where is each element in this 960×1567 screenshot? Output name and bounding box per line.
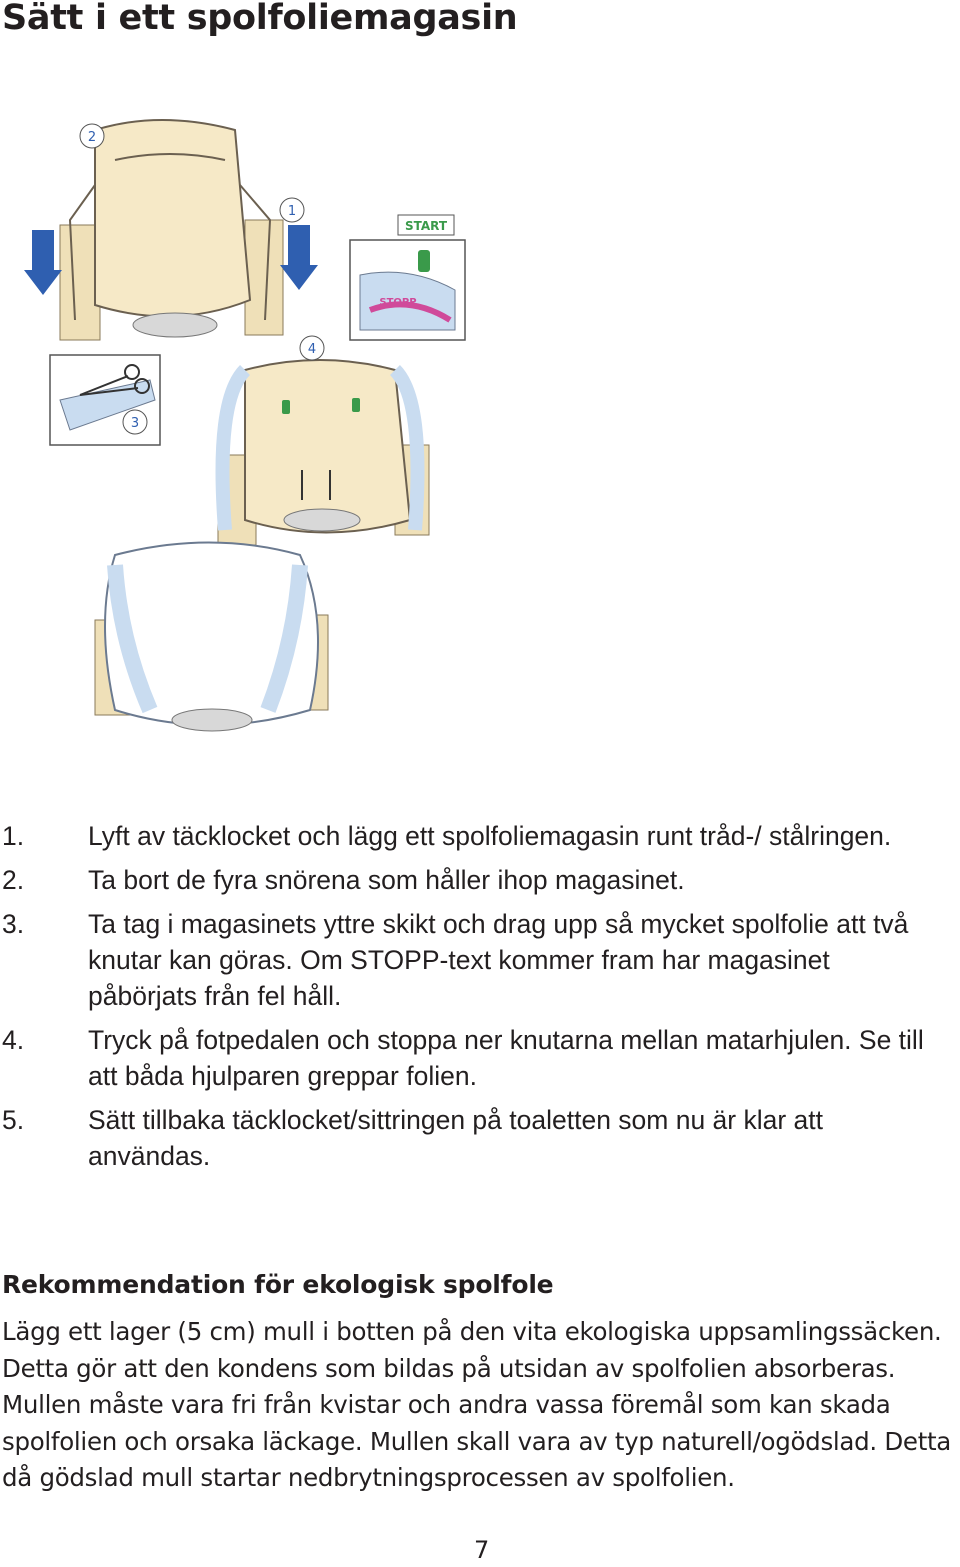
callout-2: 2 xyxy=(87,130,97,145)
callout-3: 3 xyxy=(130,416,140,431)
step-text: Lyft av täcklocket och lägg ett spolfoliemagasin runt tråd-/ stålringen. xyxy=(88,821,892,851)
step-number: 4. xyxy=(2,1025,25,1055)
recommendation-body: Lägg ett lager (5 cm) mull i botten på den vita ekologiska uppsamlingssäcken. Detta gör att den kondens som bildas på utsidan av spolfolien absorberas. Mullen måste vara fri från kvistar och andra vassa föremål som kan skada spolfolien och orsaka läckage. Mullen skall vara av typ naturell/ogödslad. Detta då gödslad mull startar nedbrytningsprocessen av spolfolien. xyxy=(2,1317,952,1492)
step-number: 3. xyxy=(2,909,25,939)
figure-step-4 xyxy=(218,336,429,545)
step-text: Tryck på fotpedalen och stoppa ner knutarna mellan matarhjulen. Se till att båda hjulparen greppar folien. xyxy=(88,1025,924,1091)
toilet-magazine-illustration xyxy=(0,100,480,760)
figure-step-5 xyxy=(95,543,328,732)
page-number: 7 xyxy=(474,1536,490,1564)
step-text: Ta tag i magasinets yttre skikt och drag upp så mycket spolfolie att två knutar kan göras. Om STOPP-text kommer fram har magasinet påbörjats från fel håll. xyxy=(88,909,909,1011)
callout-4: 4 xyxy=(307,342,317,357)
inset-scissors xyxy=(50,355,160,445)
instruction-steps xyxy=(0,818,940,1174)
stop-label: STOPP xyxy=(379,297,417,308)
callout-1: 1 xyxy=(287,204,297,219)
figure-steps-1-2 xyxy=(24,120,318,340)
page-title: Sätt i ett spolfoliemagasin xyxy=(2,0,518,38)
step-number: 2. xyxy=(2,865,25,895)
recommendation-heading: Rekommendation för ekologisk spolfole xyxy=(2,1270,554,1299)
step-number: 1. xyxy=(2,821,25,851)
step-item xyxy=(0,818,940,854)
step-item xyxy=(0,906,940,1014)
step-text: Sätt tillbaka täcklocket/sittringen på toaletten som nu är klar att användas. xyxy=(88,1105,824,1171)
step-item xyxy=(0,1022,940,1094)
step-text: Ta bort de fyra snörena som håller ihop magasinet. xyxy=(88,865,685,895)
step-number: 5. xyxy=(2,1105,25,1135)
start-label: START xyxy=(404,219,448,233)
step-item xyxy=(0,862,940,898)
step-item xyxy=(0,1102,940,1174)
inset-start-stop xyxy=(350,215,465,340)
